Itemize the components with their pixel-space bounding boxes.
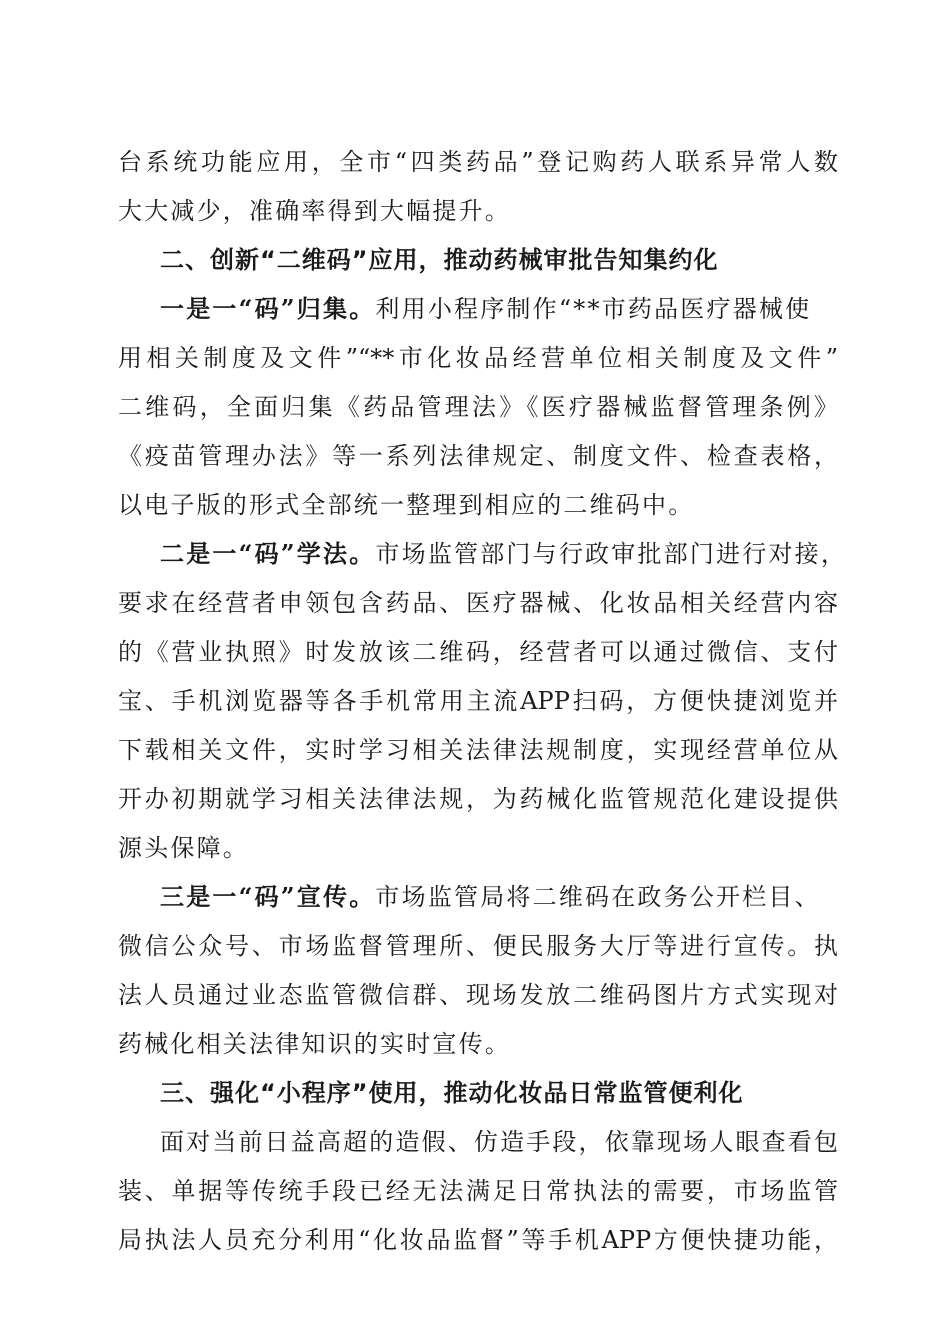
body-text-line: 面对当前日益高超的造假、仿造手段，依靠现场人眼查看包 [160, 1128, 838, 1156]
body-text-line: 二维码，全面归集《药品管理法》《医疗器械监督管理条例》 [118, 393, 838, 421]
paragraph-lead: 三是一“码”宣传。 [160, 882, 376, 911]
section-heading: 三、强化“小程序”使用，推动化妆品日常监管便利化 [160, 1079, 744, 1107]
body-text-line: 法人员通过业态监管微信群、现场发放二维码图片方式实现对 [118, 981, 838, 1009]
section-heading: 二、创新“二维码”应用，推动药械审批告知集约化 [160, 246, 719, 274]
body-text-line: 局执法人员充分利用“化妆品监督”等手机APP方便快捷功能， [118, 1226, 838, 1254]
body-text-line: 台系统功能应用，全市“四类药品”登记购药人联系异常人数 [118, 148, 838, 176]
paragraph-lead: 二是一“码”学法。 [160, 539, 376, 568]
paragraph-first-line [160, 292, 838, 326]
body-text-line: 用相关制度及文件”“**市化妆品经营单位相关制度及文件” [118, 344, 838, 372]
body-text-line: 大大减少，准确率得到大幅提升。 [118, 197, 511, 225]
body-text-line: 的《营业执照》时发放该二维码，经营者可以通过微信、支付 [118, 638, 838, 666]
body-text-line: 《疫苗管理办法》等一系列法律规定、制度文件、检查表格， [118, 442, 838, 470]
body-text-line: 以电子版的形式全部统一整理到相应的二维码中。 [118, 491, 695, 519]
paragraph-text: 市场监管局将二维码在政务公开栏目、 [375, 883, 821, 911]
body-text-line: 微信公众号、市场监督管理所、便民服务大厅等进行宣传。执 [118, 932, 838, 960]
body-text-line: 装、单据等传统手段已经无法满足日常执法的需要，市场监管 [118, 1177, 838, 1205]
body-text-line: 源头保障。 [118, 834, 249, 862]
paragraph-text: 利用小程序制作“**市药品医疗器械使 [375, 295, 812, 323]
paragraph-first-line [160, 537, 848, 571]
body-text-line: 下载相关文件，实时学习相关法律法规制度，实现经营单位从 [118, 736, 838, 764]
paragraph-first-line [160, 880, 838, 914]
body-text-line: 开办初期就学习相关法律法规，为药械化监管规范化建设提供 [118, 785, 838, 813]
paragraph-text: 市场监管部门与行政审批部门进行对接， [375, 540, 848, 568]
body-text-line: 要求在经营者申领包含药品、医疗器械、化妆品相关经营内容 [118, 589, 838, 617]
body-text-line: 宝、手机浏览器等各手机常用主流APP扫码，方便快捷浏览并 [118, 687, 838, 715]
body-text-line: 药械化相关法律知识的实时宣传。 [118, 1030, 511, 1058]
paragraph-lead: 一是一“码”归集。 [160, 294, 376, 323]
